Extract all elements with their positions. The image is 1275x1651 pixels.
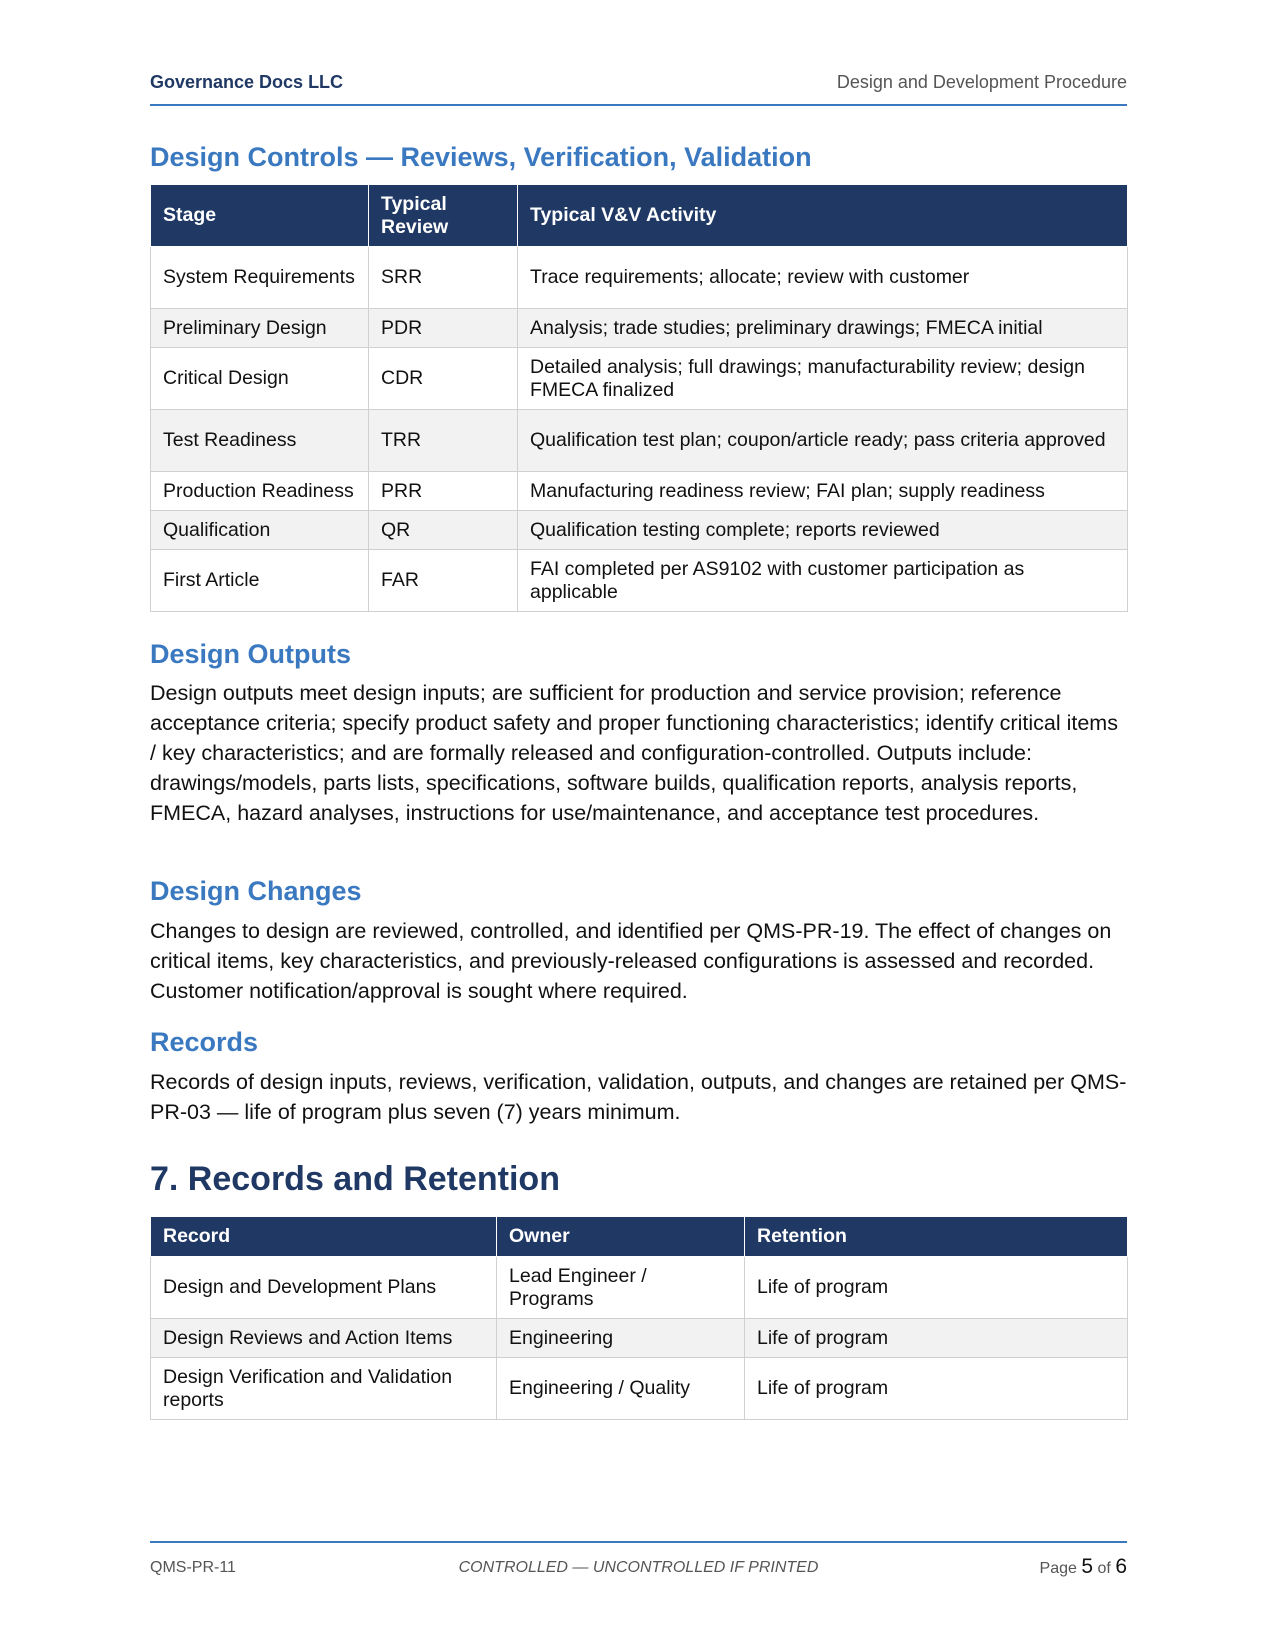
design-changes-text: Changes to design are reviewed, controlled, and identified per QMS-PR-19. The effect of changes on critical items, key characteristics, and previously-released configurations is assessed and recorded. Customer notification/approval is sought where required. [150,919,1112,1003]
retention-cell: Life of program [745,1257,1128,1319]
records-text: Records of design inputs, reviews, verification, validation, outputs, and changes are retained per QMS-PR-03 — life of program plus seven (7) years minimum. [150,1070,1127,1124]
page-header [150,72,1127,106]
total-pages: 6 [1115,1555,1127,1578]
design-controls-heading: Design Controls — Reviews, Verification, Validation [150,142,812,172]
company-name: Governance Docs LLC [150,72,344,92]
page-footer [150,1541,1127,1578]
review-cell: PRR [369,472,518,511]
stage-cell: Production Readiness [151,472,369,511]
owner-cell: Engineering / Quality [497,1358,745,1420]
records-retention-heading: 7. Records and Retention [150,1160,560,1198]
stage-cell: Test Readiness [151,410,369,472]
table-row [151,410,1128,472]
table-row [151,1319,1128,1358]
stage-cell: Qualification [151,511,369,550]
column-header: Retention [745,1217,1128,1257]
page-word: Page [1039,1560,1077,1577]
review-cell: FAR [369,550,518,612]
record-cell: Design Reviews and Action Items [151,1319,497,1358]
activity-cell: Manufacturing readiness review; FAI plan; supply readiness [518,472,1128,511]
stage-cell: First Article [151,550,369,612]
records-retention-table [150,1216,1128,1420]
review-cell: TRR [369,410,518,472]
table-row [151,550,1128,612]
control-notice: CONTROLLED — UNCONTROLLED IF PRINTED [458,1559,819,1576]
activity-cell: Qualification test plan; coupon/article ready; pass criteria approved [518,410,1128,472]
table-row [151,348,1128,410]
table-row [151,472,1128,511]
table-row [151,1358,1128,1420]
table-row [151,1257,1128,1319]
retention-cell: Life of program [745,1358,1128,1420]
review-cell: PDR [369,309,518,348]
design-controls-table [150,184,1128,612]
record-cell: Design Verification and Validation reports [151,1358,497,1420]
table-row [151,511,1128,550]
page-number [1040,1555,1127,1579]
retention-cell: Life of program [745,1319,1128,1358]
table-header-row [151,185,1128,247]
column-header: Typical V&V Activity [518,185,1128,247]
current-page: 5 [1081,1555,1094,1578]
activity-cell: Analysis; trade studies; preliminary drawings; FMECA initial [518,309,1128,348]
stage-cell: System Requirements [151,247,369,309]
table-header-row [151,1217,1128,1257]
activity-cell: Qualification testing complete; reports reviewed [518,511,1128,550]
activity-cell: Trace requirements; allocate; review with customer [518,247,1128,309]
document-title: Design and Development Procedure [836,72,1127,92]
design-changes-heading: Design Changes [150,876,362,906]
review-cell: QR [369,511,518,550]
column-header: Stage [151,185,369,247]
records-heading: Records [150,1027,259,1057]
design-outputs-heading: Design Outputs [150,639,351,669]
record-cell: Design and Development Plans [151,1257,497,1319]
column-header: Typical Review [369,185,518,247]
owner-cell: Engineering [497,1319,745,1358]
document-id: QMS-PR-11 [150,1559,236,1576]
of-word: of [1097,1560,1111,1577]
activity-cell: FAI completed per AS9102 with customer participation as applicable [518,550,1128,612]
column-header: Owner [497,1217,745,1257]
owner-cell: Lead Engineer / Programs [497,1257,745,1319]
stage-cell: Critical Design [151,348,369,410]
review-cell: SRR [369,247,518,309]
design-outputs-text: Design outputs meet design inputs; are sufficient for production and service provision; reference acceptance criteria; specify product safety and proper functioning characteristics; identify critical items / key characteristics; and are formally released and configuration-controlled. Outputs include: drawings/models, parts lists, specifications, software builds, qualification reports, analysis reports, FMECA, hazard analyses, instructions for use/maintenance, and acceptance test procedures. [150,681,1118,825]
table-row [151,309,1128,348]
column-header: Record [151,1217,497,1257]
table-row [151,247,1128,309]
activity-cell: Detailed analysis; full drawings; manufacturability review; design FMECA finalized [518,348,1128,410]
stage-cell: Preliminary Design [151,309,369,348]
review-cell: CDR [369,348,518,410]
